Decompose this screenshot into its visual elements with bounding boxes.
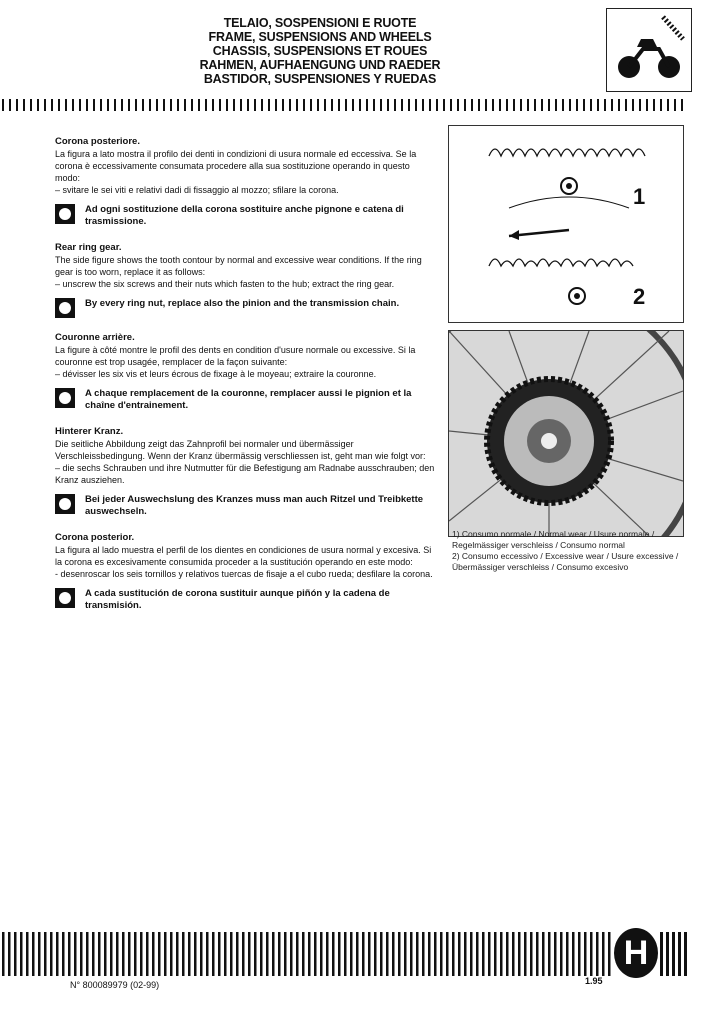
section-paragraph: – die sechs Schrauben und ihre Nutmutter für die Befestigung am Radnabe ausschrauben; den Kranz ausziehen. <box>55 463 435 485</box>
barcode-strip-end <box>660 932 688 976</box>
header-line: FRAME, SUSPENSIONS AND WHEELS <box>208 30 432 44</box>
page-number: 1.95 <box>585 976 603 986</box>
section-title: Corona posteriore. <box>55 136 140 147</box>
section-title: Hinterer Kranz. <box>55 426 124 437</box>
warning-note <box>55 204 437 228</box>
note-text: Bei jeder Auswechslung des Kranzes muss man auch Ritzel und Treibkette auswechseln. <box>85 494 424 517</box>
language-section <box>55 332 437 412</box>
section-paragraph: – dévisser les six vis et leurs écrous de fixage à le moyeau; extraire la couronne. <box>55 369 377 379</box>
document-number: N° 800089979 (02-99) <box>70 980 160 990</box>
section-title: Rear ring gear. <box>55 242 122 253</box>
text-column <box>55 136 437 626</box>
rear-wheel-sprocket-photo <box>448 330 684 537</box>
note-icon <box>55 494 75 514</box>
note-text: A cada sustitución de corona sustituir aunque piñón y la cadena de transmisión. <box>85 588 390 611</box>
language-section <box>55 136 437 228</box>
header-line: TELAIO, SOSPENSIONI E RUOTE <box>223 16 417 30</box>
section-paragraph: La figura al lado muestra el perfil de los dientes en condiciones de usura normal y excesiva. Si la corona es excesivamente consumida proceder a la sustitución operando en este modo: <box>55 545 432 567</box>
note-icon <box>55 204 75 224</box>
note-text: A chaque remplacement de la couronne, remplacer aussi le pignion et la chaîne d'entrainement. <box>85 388 412 411</box>
barcode-strip-top <box>2 99 684 111</box>
figure-caption <box>452 529 692 573</box>
warning-note <box>55 494 437 518</box>
note-text: By every ring nut, replace also the pinion and the transmission chain. <box>85 298 400 309</box>
section-paragraph: The side figure shows the tooth contour by normal and excessive wear conditions. If the ring gear is too worn, replace it as follows: <box>55 255 422 277</box>
language-section <box>55 426 437 518</box>
section-paragraph: La figura a lato mostra il profilo dei denti in condizioni di usura normale ed eccessiva. Se la corona è eccessivamente consumata procedere alla sua sostituzione operando in questo modo: <box>55 149 417 183</box>
barcode-strip-bottom <box>2 932 612 976</box>
header-line: BASTIDOR, SUSPENSIONES Y RUEDAS <box>203 72 437 86</box>
language-section <box>55 532 437 612</box>
warning-note <box>55 588 437 612</box>
chassis-section-icon <box>606 8 692 92</box>
section-paragraph: La figure à côté montre le profil des dents en condition d'usure normale ou excessive. Si la couronne est trop usagée, remplacer de la façon suivante: <box>55 345 416 367</box>
warning-note <box>55 388 437 412</box>
note-text: Ad ogni sostituzione della corona sostituire anche pignone e catena di trasmissione. <box>85 204 404 227</box>
caption-line: 2) Consumo eccessivo / Excessive wear / Usure excessive / Übermässiger verschleiss / Consumo excesivo <box>452 551 679 572</box>
section-title: Corona posterior. <box>55 532 135 543</box>
header-line: RAHMEN, AUFHAENGUNG UND RAEDER <box>199 58 441 72</box>
figure-label-2: 2 <box>633 284 646 309</box>
section-title: Couronne arrière. <box>55 332 135 343</box>
language-section <box>55 242 437 318</box>
note-icon <box>55 588 75 608</box>
section-paragraph: - desenroscar los seis tornillos y relativos tuercas de fisaje a el cubo rueda; desfilare la corona. <box>55 569 433 579</box>
warning-note <box>55 298 437 318</box>
figure-label-1: 1 <box>633 184 646 209</box>
section-paragraph: – unscrew the six screws and their nuts which fasten to the hub; extract the ring gear. <box>55 279 395 289</box>
caption-line: 1) Consumo normale / Normal wear / Usure normale / Regelmässiger verschleiss / Consumo normal <box>452 529 655 550</box>
note-icon <box>55 388 75 408</box>
page-header <box>150 16 490 86</box>
header-line: CHASSIS, SUSPENSIONS ET ROUES <box>212 44 428 58</box>
section-paragraph: – svitare le sei viti e relativi dadi di fissaggio al mozzo; sfilare la corona. <box>55 185 339 195</box>
husqvarna-logo: H <box>614 928 658 978</box>
tooth-wear-diagram <box>448 125 684 323</box>
section-paragraph: Die seitliche Abbildung zeigt das Zahnprofil bei normaler und übermässiger Verschleissbedingung. Wenn der Kranz übermässig verschliessen ist, geht man wie folgt vor: <box>55 439 426 461</box>
note-icon <box>55 298 75 318</box>
